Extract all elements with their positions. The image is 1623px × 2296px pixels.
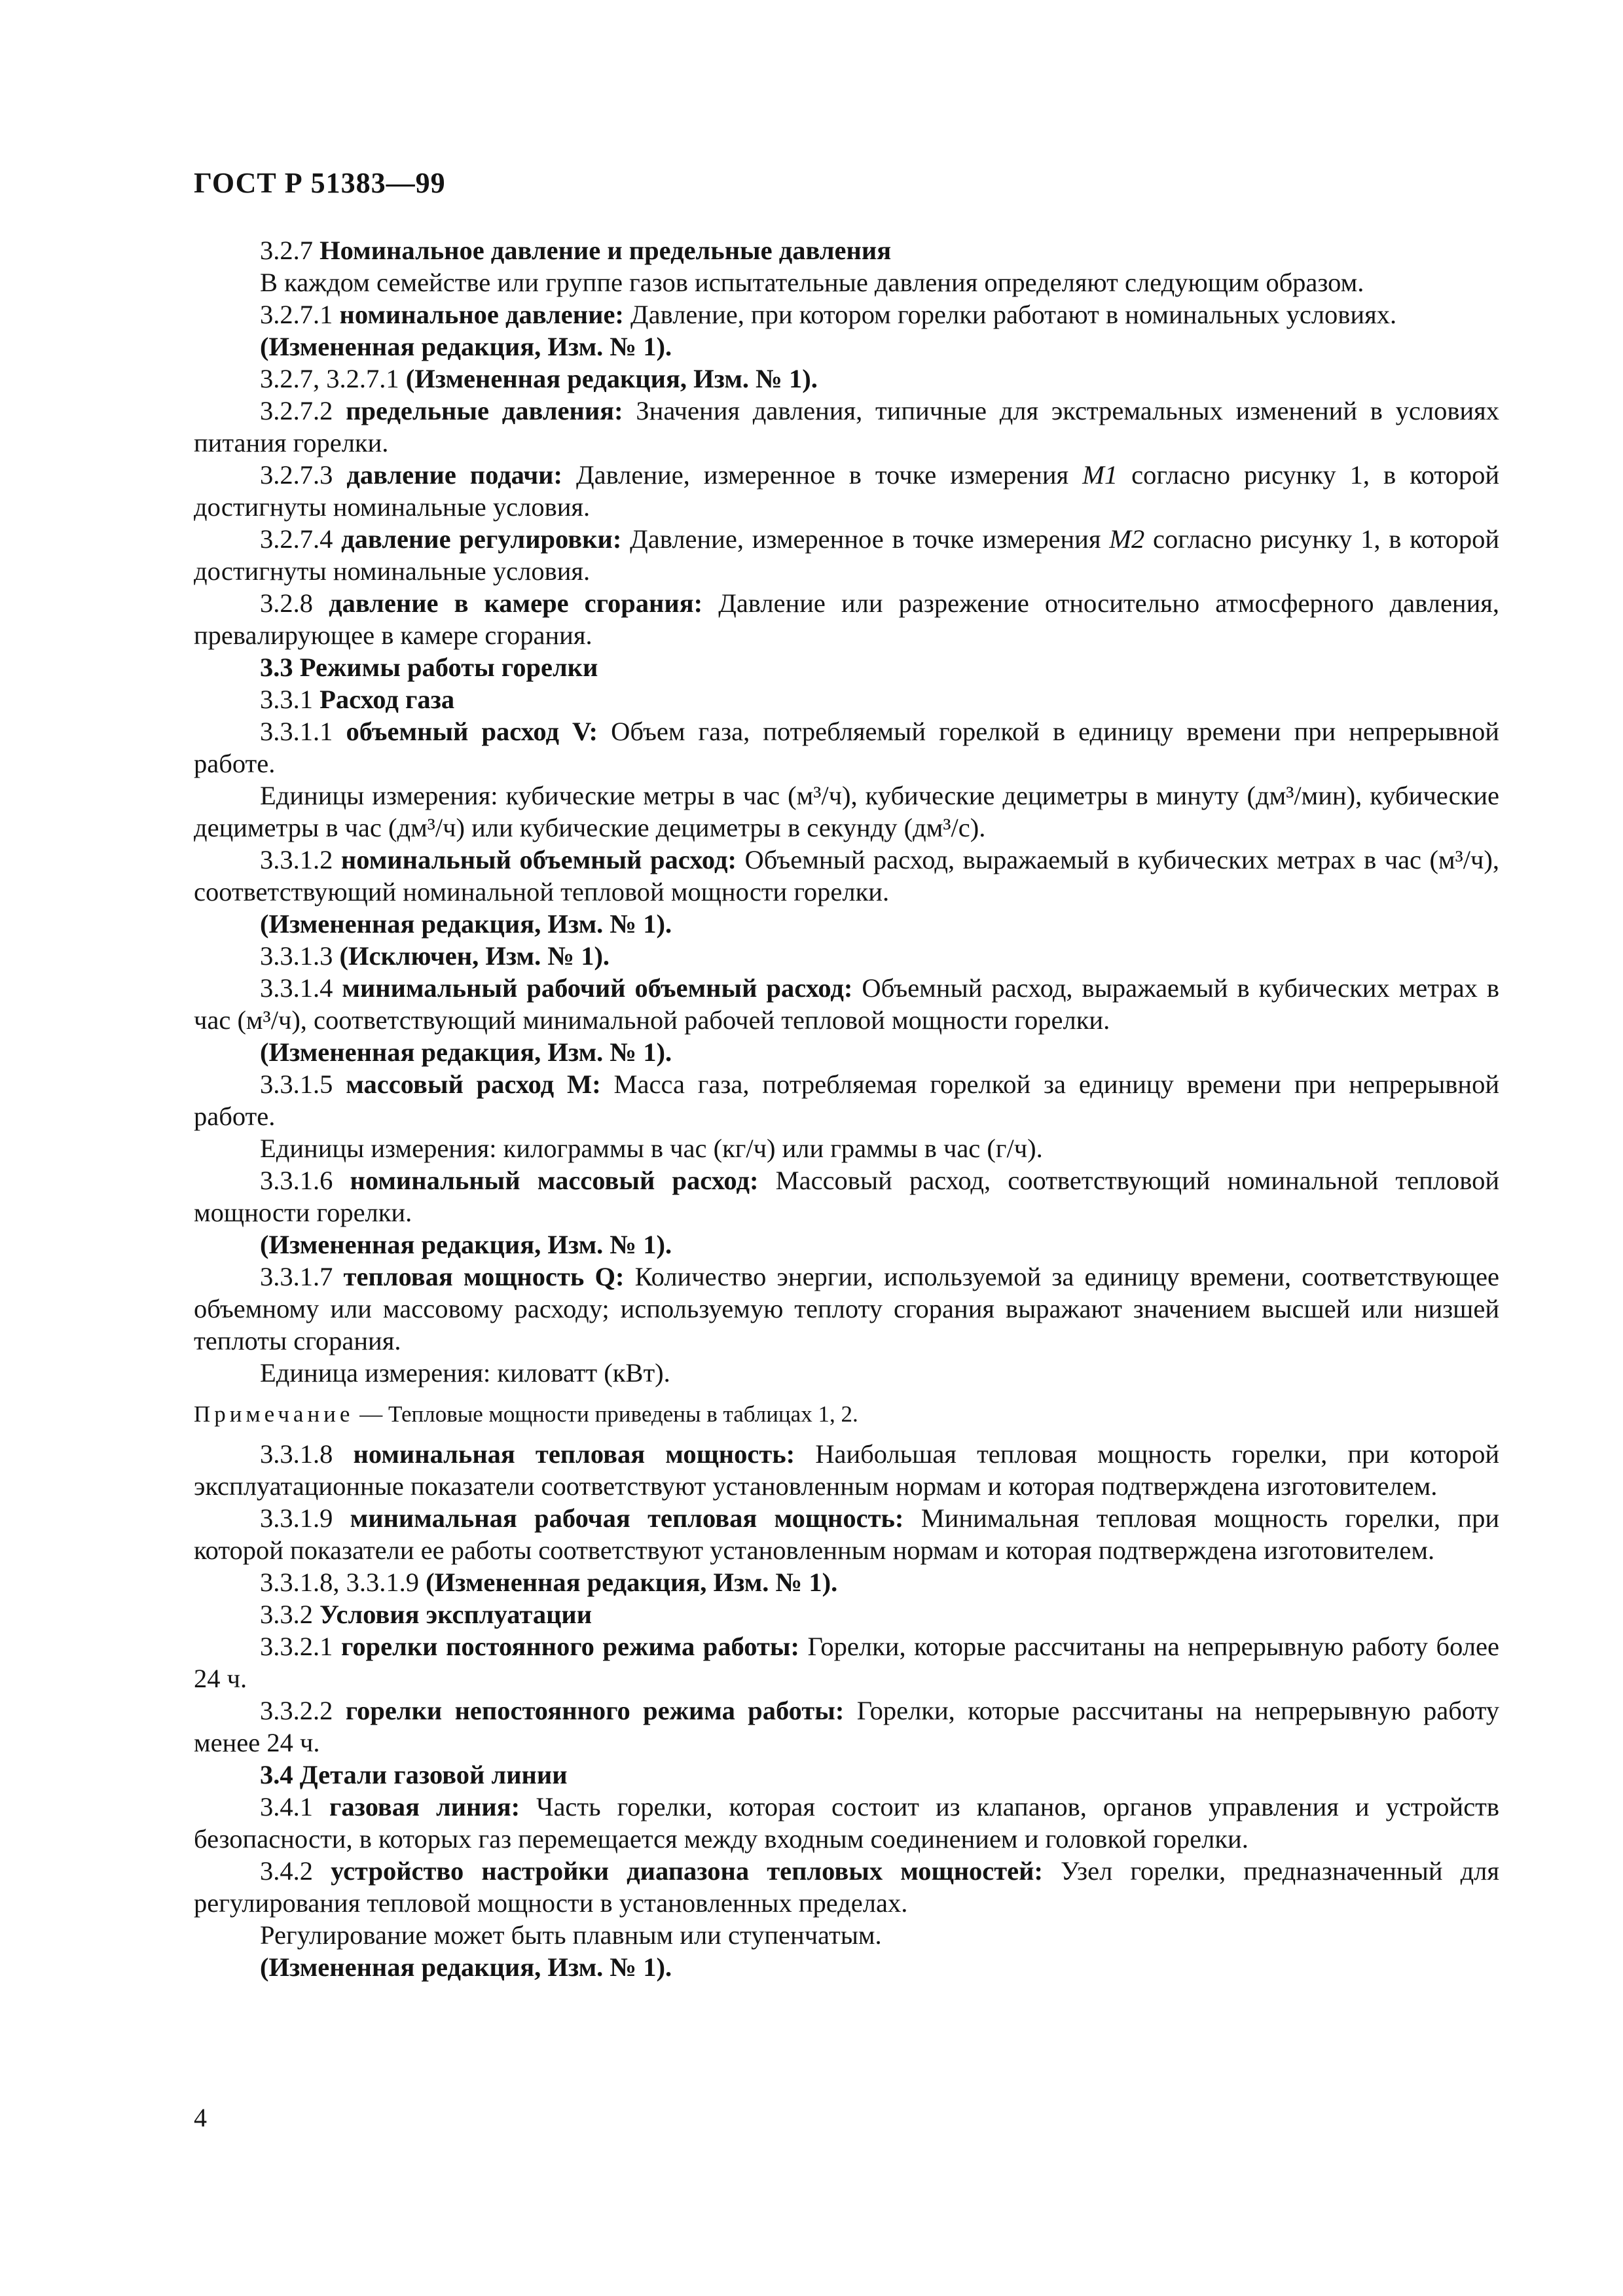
paragraph-num: 3.3.1.8, 3.3.1.9 xyxy=(260,1568,419,1597)
paragraph-num: 3.3.1.9 xyxy=(260,1503,333,1533)
paragraph-num: 3.4.1 xyxy=(260,1792,313,1821)
paragraph-num: 3.3.1.4 xyxy=(260,973,333,1003)
paragraph xyxy=(194,715,1499,780)
paragraph-num: 3.3.1.3 xyxy=(260,941,333,971)
paragraph-term: давление в камере сгорания: xyxy=(329,588,703,618)
paragraph-text: Минимальная тепловая мощность горелки, при которой показатели ее работы соответствуют установленным нормам и которая подтверждена изготовителем. xyxy=(194,1503,1500,1565)
paragraph xyxy=(194,1919,1499,1951)
paragraph-text: В каждом семействе или группе газов испытательные давления определяют следующим образом. xyxy=(260,268,1364,297)
paragraph-text: Регулирование может быть плавным или ступенчатым. xyxy=(260,1920,882,1950)
paragraph-text: Горелки, которые рассчитаны на непрерывную работу менее 24 ч. xyxy=(194,1696,1500,1757)
paragraph-text: Количество энергии, используемой за единицу времени, соответствующее объемному или массовому расходу; используемую теплоту сгорания выражают значением высшей или низшей теплоты сгорания. xyxy=(194,1262,1499,1355)
paragraph xyxy=(194,1261,1499,1357)
paragraph xyxy=(194,1357,1499,1389)
paragraph-num: 3.3.1 xyxy=(260,685,313,714)
note-label: Примечание xyxy=(194,1401,354,1427)
paragraph-term: номинальная тепловая мощность: xyxy=(353,1439,795,1469)
paragraph-term: (Измененная редакция, Изм. № 1). xyxy=(426,1568,838,1597)
paragraph xyxy=(194,1132,1499,1164)
paragraph-text: Горелки, которые рассчитаны на непрерывную работу более 24 ч. xyxy=(194,1632,1499,1693)
paragraph-text: Значения давления, типичные для экстремальных изменений в условиях питания горелки. xyxy=(194,396,1500,457)
paragraph-term: горелки непостоянного режима работы: xyxy=(345,1696,845,1725)
paragraph-text: Давление, измеренное в точке измерения xyxy=(575,460,1069,490)
paragraph xyxy=(194,1229,1499,1261)
paragraph-term: предельные давления: xyxy=(346,396,623,425)
paragraph xyxy=(194,587,1499,651)
paragraph-term: номинальный массовый расход: xyxy=(350,1166,759,1195)
paragraph xyxy=(194,1068,1499,1132)
paragraph-term: Детали газовой линии xyxy=(299,1760,568,1789)
paragraph-num: 3.4.2 xyxy=(260,1856,313,1886)
paragraph-num: 3.3.2 xyxy=(260,1600,313,1629)
paragraph xyxy=(194,908,1499,940)
paragraph-num: 3.2.8 xyxy=(260,588,313,618)
paragraph-text: Давление, при котором горелки работают в номинальных условиях. xyxy=(630,300,1397,329)
paragraph xyxy=(194,844,1499,908)
paragraph-text: Давление или разрежение относительно атмосферного давления, превалирующее в камере сгорания. xyxy=(194,588,1500,650)
paragraph-text: Давление, измеренное в точке измерения xyxy=(630,524,1101,554)
paragraph-ital: M2 xyxy=(1109,524,1145,554)
paragraph-text: Наибольшая тепловая мощность горелки, при которой эксплуатационные показатели соответствуют установленным нормам и которая подтверждена изготовителем. xyxy=(194,1439,1499,1501)
paragraph-term: массовый расход M: xyxy=(346,1069,601,1099)
paragraph xyxy=(194,1164,1499,1229)
paragraph xyxy=(194,1951,1499,1983)
paragraph-term: (Измененная редакция, Изм. № 1). xyxy=(260,1230,672,1259)
paragraph-text: Объем газа, потребляемый горелкой в единицу времени при непрерывной работе. xyxy=(194,717,1499,778)
paragraph xyxy=(194,972,1499,1036)
paragraph-num: 3.2.7.1 xyxy=(260,300,333,329)
paragraph xyxy=(194,683,1499,715)
paragraph-num: 3.3.1.7 xyxy=(260,1262,333,1291)
paragraph-text: Единица измерения: киловатт (кВт). xyxy=(260,1358,670,1388)
paragraph xyxy=(194,1630,1499,1695)
paragraph-num: 3.3.2.2 xyxy=(260,1696,333,1725)
paragraph-num: 3.3.1.2 xyxy=(260,845,333,874)
note xyxy=(194,1398,1499,1430)
body-text xyxy=(194,234,1499,1983)
paragraph-num: 3.3.1.8 xyxy=(260,1439,333,1469)
paragraph-term: горелки постоянного режима работы: xyxy=(340,1632,799,1661)
paragraph-text: Единицы измерения: килограммы в час (кг/ч) или граммы в час (г/ч). xyxy=(260,1134,1043,1163)
paragraph-text: Единицы измерения: кубические метры в час (м³/ч), кубические дециметры в минуту (дм³/мин), кубические дециметры в час (дм³/ч) или кубические дециметры в секунду (дм³/с). xyxy=(194,781,1499,842)
paragraph-num: 3.3 xyxy=(260,653,293,682)
paragraph xyxy=(194,1566,1499,1598)
paragraph-text: Масса газа, потребляемая горелкой за единицу времени при непрерывной работе. xyxy=(194,1069,1499,1131)
paragraph-term: Расход газа xyxy=(319,685,455,714)
paragraph xyxy=(194,1502,1499,1566)
paragraph-term: Режимы работы горелки xyxy=(299,653,598,682)
paragraph-num: 3.4 xyxy=(260,1760,293,1789)
paragraph-term: устройство настройки диапазона тепловых мощностей: xyxy=(331,1856,1043,1886)
paragraph-text: согласно рисунку 1, в которой достигнуты номинальные условия. xyxy=(194,460,1500,522)
paragraph-num: 3.3.2.1 xyxy=(260,1632,333,1661)
paragraph-term: номинальное давление: xyxy=(339,300,624,329)
note-text: — Тепловые мощности приведены в таблицах 1, 2. xyxy=(359,1401,858,1427)
paragraph xyxy=(194,298,1499,331)
paragraph-term: давление подачи: xyxy=(346,460,562,490)
paragraph xyxy=(194,651,1499,683)
paragraph xyxy=(194,1598,1499,1630)
paragraph xyxy=(194,363,1499,395)
sections-3-3-1-8-to-3-4-2 xyxy=(194,1438,1499,1983)
paragraph-num: 3.2.7.3 xyxy=(260,460,333,490)
paragraph-num: 3.3.1.5 xyxy=(260,1069,333,1099)
paragraph-term: (Измененная редакция, Изм. № 1). xyxy=(260,1037,672,1067)
paragraph xyxy=(194,1036,1499,1068)
paragraph-text: Часть горелки, которая состоит из клапанов, органов управления и устройств безопасности, в которых газ перемещается между входным соединением и головкой горелки. xyxy=(194,1792,1499,1854)
paragraph-text: Узел горелки, предназначенный для регулирования тепловой мощности в установленных пределах. xyxy=(194,1856,1500,1918)
paragraph xyxy=(194,1791,1499,1855)
paragraph-ital: M1 xyxy=(1082,460,1118,490)
paragraph xyxy=(194,1695,1499,1759)
paragraph-term: газовая линия: xyxy=(329,1792,520,1821)
paragraph xyxy=(194,266,1499,298)
paragraph-num: 3.2.7.2 xyxy=(260,396,333,425)
paragraph-term: (Измененная редакция, Изм. № 1). xyxy=(260,1952,672,1982)
paragraph-num: 3.2.7, 3.2.7.1 xyxy=(260,364,399,393)
paragraph-text: Объемный расход, выражаемый в кубических метрах в час (м³/ч), соответствующий минимальной рабочей тепловой мощности горелки. xyxy=(194,973,1500,1035)
paragraph-num: 3.3.1.1 xyxy=(260,717,333,746)
paragraph xyxy=(194,1759,1499,1791)
paragraph xyxy=(194,780,1499,844)
paragraph-term: Условия эксплуатации xyxy=(319,1600,593,1629)
paragraph-term: объемный расход V: xyxy=(346,717,598,746)
paragraph-term: тепловая мощность Q: xyxy=(343,1262,625,1291)
paragraph xyxy=(194,523,1499,587)
paragraph-term: (Измененная редакция, Изм. № 1). xyxy=(405,364,818,393)
paragraph-num: 3.3.1.6 xyxy=(260,1166,333,1195)
paragraph-text: Объемный расход, выражаемый в кубических метрах в час (м³/ч), соответствующий номинальной тепловой мощности горелки. xyxy=(194,845,1500,906)
paragraph-text: согласно рисунку 1, в которой достигнуты номинальные условия. xyxy=(194,524,1500,586)
paragraph-text: Массовый расход, соответствующий номинальной тепловой мощности горелки. xyxy=(194,1166,1500,1227)
paragraph-term: минимальная рабочая тепловая мощность: xyxy=(350,1503,904,1533)
paragraph xyxy=(194,234,1499,266)
page-number: 4 xyxy=(194,2103,207,2132)
paragraph-term: номинальный объемный расход: xyxy=(340,845,737,874)
paragraph-term: Номинальное давление и предельные давления xyxy=(319,236,892,265)
sections-3-2-7-to-3-3-1-7 xyxy=(194,234,1499,1389)
paragraph xyxy=(194,459,1499,523)
paragraph-term: (Измененная редакция, Изм. № 1). xyxy=(260,909,672,939)
paragraph-num: 3.2.7.4 xyxy=(260,524,333,554)
paragraph xyxy=(194,331,1499,363)
paragraph-term: (Исключен, Изм. № 1). xyxy=(339,941,610,971)
paragraph xyxy=(194,1438,1499,1502)
document-code: ГОСТ Р 51383—99 xyxy=(194,167,446,199)
paragraph xyxy=(194,1855,1499,1919)
paragraph xyxy=(194,940,1499,972)
paragraph-num: 3.2.7 xyxy=(260,236,313,265)
paragraph-term: минимальный рабочий объемный расход: xyxy=(342,973,853,1003)
paragraph-term: (Измененная редакция, Изм. № 1). xyxy=(260,332,672,361)
paragraph xyxy=(194,395,1499,459)
paragraph-term: давление регулировки: xyxy=(341,524,622,554)
